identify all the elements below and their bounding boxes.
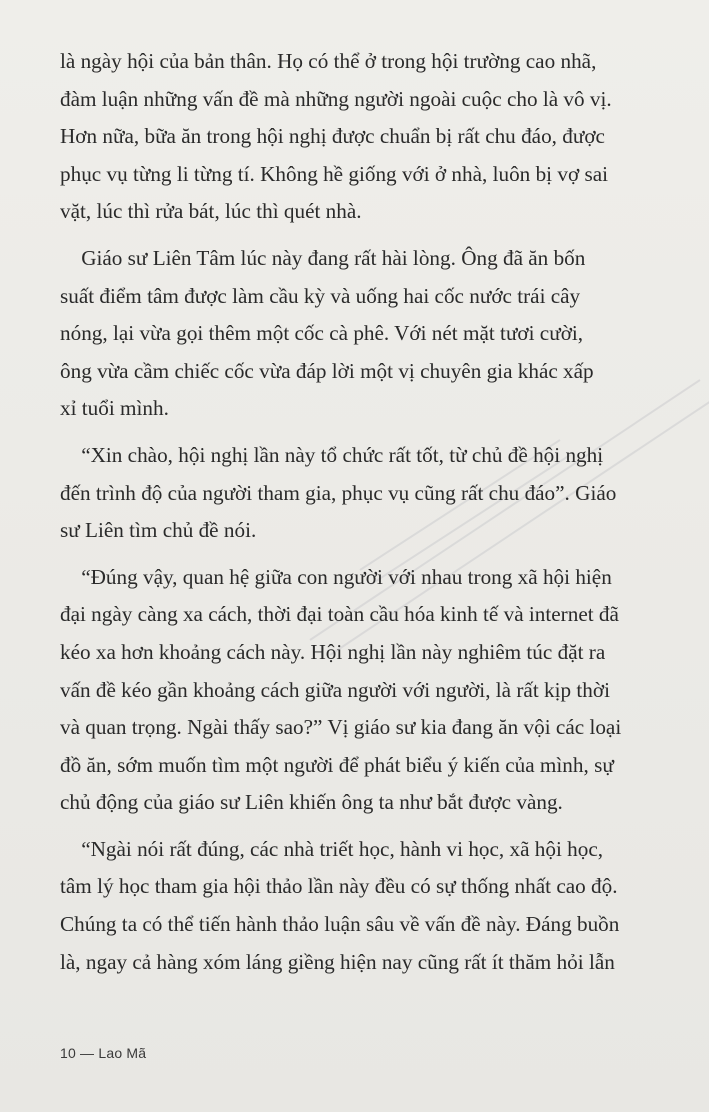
text-line: xỉ tuổi mình. [60,396,169,421]
text-line: đồ ăn, sớm muốn tìm một người để phát biểu ý kiến của mình, sự [60,752,614,777]
paragraph-spacer [60,550,652,559]
text-line: và quan trọng. Ngài thấy sao?” Vị giáo sư kia đang ăn vội các loại [60,715,622,740]
text-line: chủ động của giáo sư Liên khiến ông ta như bắt được vàng. [60,790,563,815]
text-line: tâm lý học tham gia hội thảo lần này đều có sự thống nhất cao độ. [60,874,618,899]
text-line: là, ngay cả hàng xóm láng giềng hiện nay cũng rất ít thăm hỏi lẫn [60,949,615,974]
text-line: “Ngài nói rất đúng, các nhà triết học, hành vi học, xã hội học, [60,836,604,861]
text-line: nóng, lại vừa gọi thêm một cốc cà phê. Với nét mặt tươi cười, [60,321,584,346]
text-line: vấn đề kéo gần khoảng cách giữa người với người, là rất kịp thời [60,677,610,702]
body-text [60,43,652,981]
text-line: “Đúng vậy, quan hệ giữa con người với nhau trong xã hội hiện [60,564,612,589]
text-line: Giáo sư Liên Tâm lúc này đang rất hài lòng. Ông đã ăn bốn [60,245,586,270]
paragraph-spacer [60,231,652,240]
text-line: suất điểm tâm được làm cầu kỳ và uống hai cốc nước trái cây [60,283,581,308]
text-line: sư Liên tìm chủ đề nói. [60,518,257,543]
text-line: đại ngày càng xa cách, thời đại toàn cầu hóa kinh tế và internet đã [60,602,619,627]
text-line: vặt, lúc thì rửa bát, lúc thì quét nhà. [60,199,362,224]
text-line: kéo xa hơn khoảng cách này. Hội nghị lần này nghiêm túc đặt ra [60,639,606,664]
paragraph-spacer [60,428,652,437]
paragraph-spacer [60,822,652,831]
page-footer: 10 — Lao Mã [60,1045,147,1061]
text-line: ông vừa cầm chiếc cốc vừa đáp lời một vị chuyên gia khác xấp [60,358,594,383]
text-line: là ngày hội của bản thân. Họ có thể ở trong hội trường cao nhã, [60,49,597,73]
text-line: Chúng ta có thể tiến hành thảo luận sâu về vấn đề này. Đáng buồn [60,912,620,937]
text-line: Hơn nữa, bữa ăn trong hội nghị được chuẩn bị rất chu đáo, được [60,124,605,149]
text-line: đàm luận những vấn đề mà những người ngoài cuộc cho là vô vị. [60,86,612,111]
text-line: đến trình độ của người tham gia, phục vụ cũng rất chu đáo”. Giáo [60,480,617,505]
text-line: “Xin chào, hội nghị lần này tổ chức rất tốt, từ chủ đề hội nghị [60,442,604,467]
text-line: phục vụ từng li từng tí. Không hề giống với ở nhà, luôn bị vợ sai [60,161,608,186]
